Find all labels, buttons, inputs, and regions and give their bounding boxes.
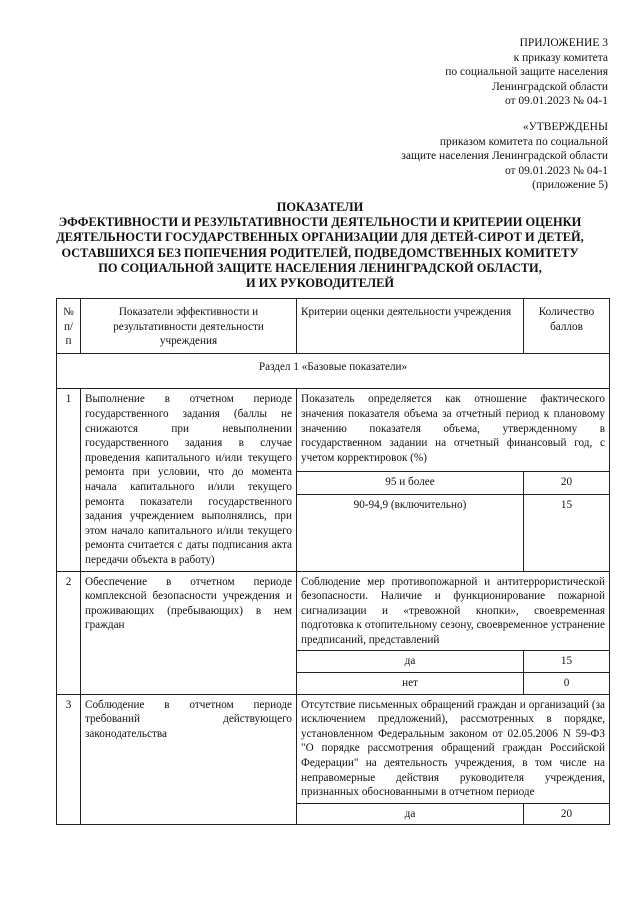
- approved-line: приказом комитета по социальной: [439, 135, 608, 148]
- header-indicator: Показатели эффективности и результативности деятельности учреждения: [81, 299, 297, 354]
- header-num: № п/п: [57, 299, 81, 354]
- appendix-line: Ленинградской области: [491, 80, 608, 93]
- title-line: ДЕЯТЕЛЬНОСТИ ГОСУДАРСТВЕННЫХ ОРГАНИЗАЦИИ ДЛЯ ДЕТЕЙ-СИРОТ И ДЕТЕЙ,: [56, 230, 584, 245]
- title-line: ЭФФЕКТИВНОСТИ И РЕЗУЛЬТАТИВНОСТИ ДЕЯТЕЛЬНОСТИ И КРИТЕРИИ ОЦЕНКИ: [58, 215, 582, 230]
- appendix-line: от 09.01.2023 № 04-1: [504, 95, 608, 108]
- appendix-line: ПРИЛОЖЕНИЕ 3: [519, 37, 608, 49]
- table-row: [57, 389, 610, 472]
- appendix-block: [445, 36, 608, 109]
- approved-line: от 09.01.2023 № 04-1: [504, 164, 608, 177]
- option-score: 20: [524, 803, 610, 825]
- row-criteria: Отсутствие письменных обращений граждан и организаций (за исключением предложений), рассмотренных в порядке, установленном Федеральным законом от 02.05.2006 N 59-ФЗ "О порядке рассмотрения обращений граждан Российской Федерации" на деятельность учреждения, в том числе на неправомерные действия руководителя учреждения, признанных обоснованными в отчетном периоде: [297, 694, 610, 803]
- title-line: ОСТАВШИХСЯ БЕЗ ПОПЕЧЕНИЯ РОДИТЕЛЕЙ, ПОДВЕДОМСТВЕННЫХ КОМИТЕТУ: [61, 245, 579, 260]
- option-score: 15: [524, 651, 610, 673]
- approved-block: [401, 120, 608, 193]
- row-indicator: Выполнение в отчетном периоде государственного задания (баллы не снижаются при невыполнении государственного задания в случае проведения капитального и/или текущего ремонта при условии, что до момента начала капитального и/или текущего ремонта показатели государственного задания учреждением выполнялись, при этом начало капитального и/или текущего ремонта считается с даты подписания акта передачи объекта в работу): [81, 389, 297, 571]
- row-indicator: Соблюдение в отчетном периоде требований действующего законодательства: [81, 694, 297, 825]
- table-row: [57, 571, 610, 651]
- table-row: [57, 694, 610, 803]
- appendix-line: к приказу комитета: [513, 51, 608, 64]
- option-label: 95 и более: [297, 472, 524, 494]
- row-criteria: Соблюдение мер противопожарной и антитеррористической безопасности. Наличие и функционирование пожарной сигнализации и «тревожной кнопки», своевременная подготовка к отопительному сезону, своевременное устранение предписаний, представлений: [297, 571, 610, 651]
- title-line: И ИХ РУКОВОДИТЕЛЕЙ: [245, 276, 395, 291]
- section-row: [57, 353, 610, 389]
- appendix-line: по социальной защите населения: [445, 66, 608, 79]
- row-number: 1: [57, 389, 81, 571]
- option-label: 90-94,9 (включительно): [297, 494, 524, 571]
- approved-line: защите населения Ленинградской области: [401, 150, 608, 163]
- table-header-row: [57, 299, 610, 354]
- option-score: 20: [524, 472, 610, 494]
- title-line: ПОКАЗАТЕЛИ: [276, 200, 364, 214]
- option-label: да: [297, 803, 524, 825]
- indicators-table: [56, 298, 610, 825]
- row-indicator: Обеспечение в отчетном периоде комплексной безопасности учреждения и проживающих (пребывающих) в нем граждан: [81, 571, 297, 694]
- option-score: 0: [524, 673, 610, 695]
- document-title: [40, 200, 600, 291]
- row-criteria: Показатель определяется как отношение фактического значения показателя объема за отчетный период к плановому значению показателя объема, утвержденному в государственном задании на отчетный финансовый год, с учетом корректировок (%): [297, 389, 610, 472]
- section-title: Раздел 1 «Базовые показатели»: [57, 353, 610, 389]
- option-label: да: [297, 651, 524, 673]
- header-criteria: Критерии оценки деятельности учреждения: [297, 299, 524, 354]
- row-number: 3: [57, 694, 81, 825]
- option-score: 15: [524, 494, 610, 571]
- approved-line: (приложение 5): [532, 179, 608, 192]
- header-score: Количество баллов: [524, 299, 610, 354]
- row-number: 2: [57, 571, 81, 694]
- option-label: нет: [297, 673, 524, 695]
- title-line: ПО СОЦИАЛЬНОЙ ЗАЩИТЕ НАСЕЛЕНИЯ ЛЕНИНГРАДСКОЙ ОБЛАСТИ,: [98, 260, 542, 275]
- approved-line: «УТВЕРЖДЕНЫ: [522, 121, 608, 133]
